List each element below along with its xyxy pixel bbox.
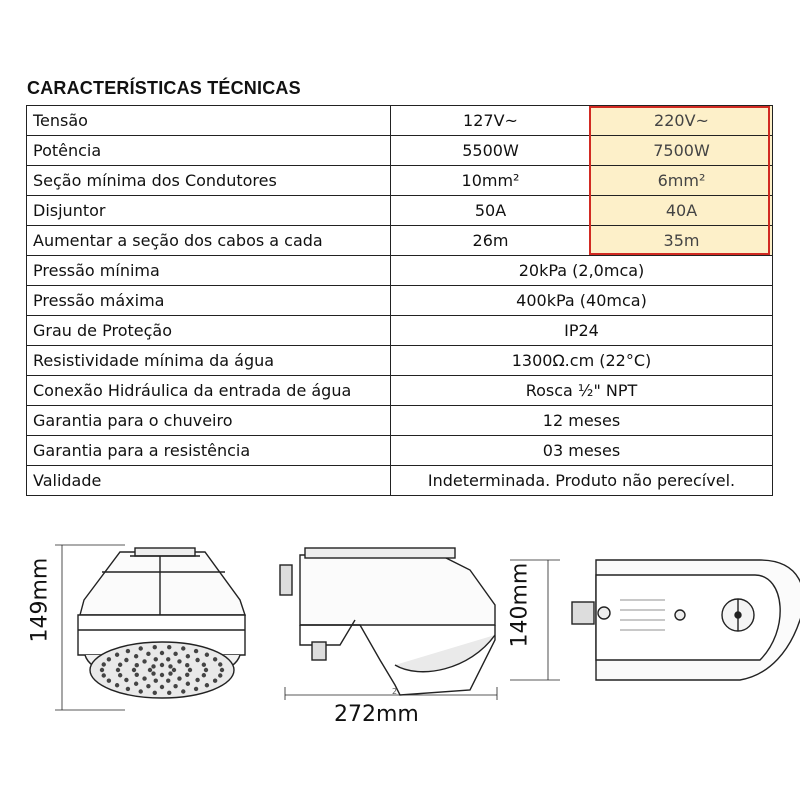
spec-row xyxy=(27,256,773,286)
spec-value-127v: 50A xyxy=(391,196,591,226)
spec-value-220v: 220V~ xyxy=(591,106,773,136)
spec-label: Grau de Proteção xyxy=(27,316,391,346)
top-view-drawing xyxy=(507,560,800,680)
spec-value-220v: 6mm² xyxy=(591,166,773,196)
spec-value: Indeterminada. Produto não perecível. xyxy=(391,466,773,496)
spec-label: Conexão Hidráulica da entrada de água xyxy=(27,376,391,406)
spec-label: Garantia para a resistência xyxy=(27,436,391,466)
spec-label: Aumentar a seção dos cabos a cada xyxy=(27,226,391,256)
spec-value-127v: 26m xyxy=(391,226,591,256)
depth-dimension-label: 140mm xyxy=(507,562,533,648)
spec-value: 20kPa (2,0mca) xyxy=(391,256,773,286)
spec-value: Rosca ½" NPT xyxy=(391,376,773,406)
spec-row xyxy=(27,286,773,316)
small-mark: 2 xyxy=(392,687,398,696)
spec-value-127v: 5500W xyxy=(391,136,591,166)
spec-label: Garantia para o chuveiro xyxy=(27,406,391,436)
front-view-drawing xyxy=(55,545,245,710)
spec-label: Potência xyxy=(27,136,391,166)
spec-value-220v: 7500W xyxy=(591,136,773,166)
spec-row xyxy=(27,166,773,196)
product-drawings xyxy=(0,530,800,730)
spec-value-127v: 127V~ xyxy=(391,106,591,136)
spec-value: IP24 xyxy=(391,316,773,346)
spec-label: Validade xyxy=(27,466,391,496)
spec-value-220v: 35m xyxy=(591,226,773,256)
spec-row xyxy=(27,136,773,166)
spec-value-127v: 10mm² xyxy=(391,166,591,196)
spec-row xyxy=(27,406,773,436)
spec-row xyxy=(27,376,773,406)
spec-label: Tensão xyxy=(27,106,391,136)
spec-label: Pressão máxima xyxy=(27,286,391,316)
spec-row xyxy=(27,346,773,376)
spec-row xyxy=(27,436,773,466)
height-dimension-label: 149mm xyxy=(27,557,53,643)
spec-table xyxy=(26,105,773,496)
section-title: CARACTERÍSTICAS TÉCNICAS xyxy=(27,78,301,98)
spec-label: Pressão mínima xyxy=(27,256,391,286)
spec-label: Seção mínima dos Condutores xyxy=(27,166,391,196)
spec-label: Disjuntor xyxy=(27,196,391,226)
spec-value: 1300Ω.cm (22°C) xyxy=(391,346,773,376)
spec-row xyxy=(27,106,773,136)
spec-value-220v: 40A xyxy=(591,196,773,226)
spec-value: 12 meses xyxy=(391,406,773,436)
spec-row xyxy=(27,316,773,346)
spec-row xyxy=(27,226,773,256)
spec-row xyxy=(27,466,773,496)
spec-label: Resistividade mínima da água xyxy=(27,346,391,376)
spec-value: 03 meses xyxy=(391,436,773,466)
side-view-drawing xyxy=(280,548,497,700)
width-dimension-label: 272mm xyxy=(334,702,419,727)
spec-row xyxy=(27,196,773,226)
spec-value: 400kPa (40mca) xyxy=(391,286,773,316)
